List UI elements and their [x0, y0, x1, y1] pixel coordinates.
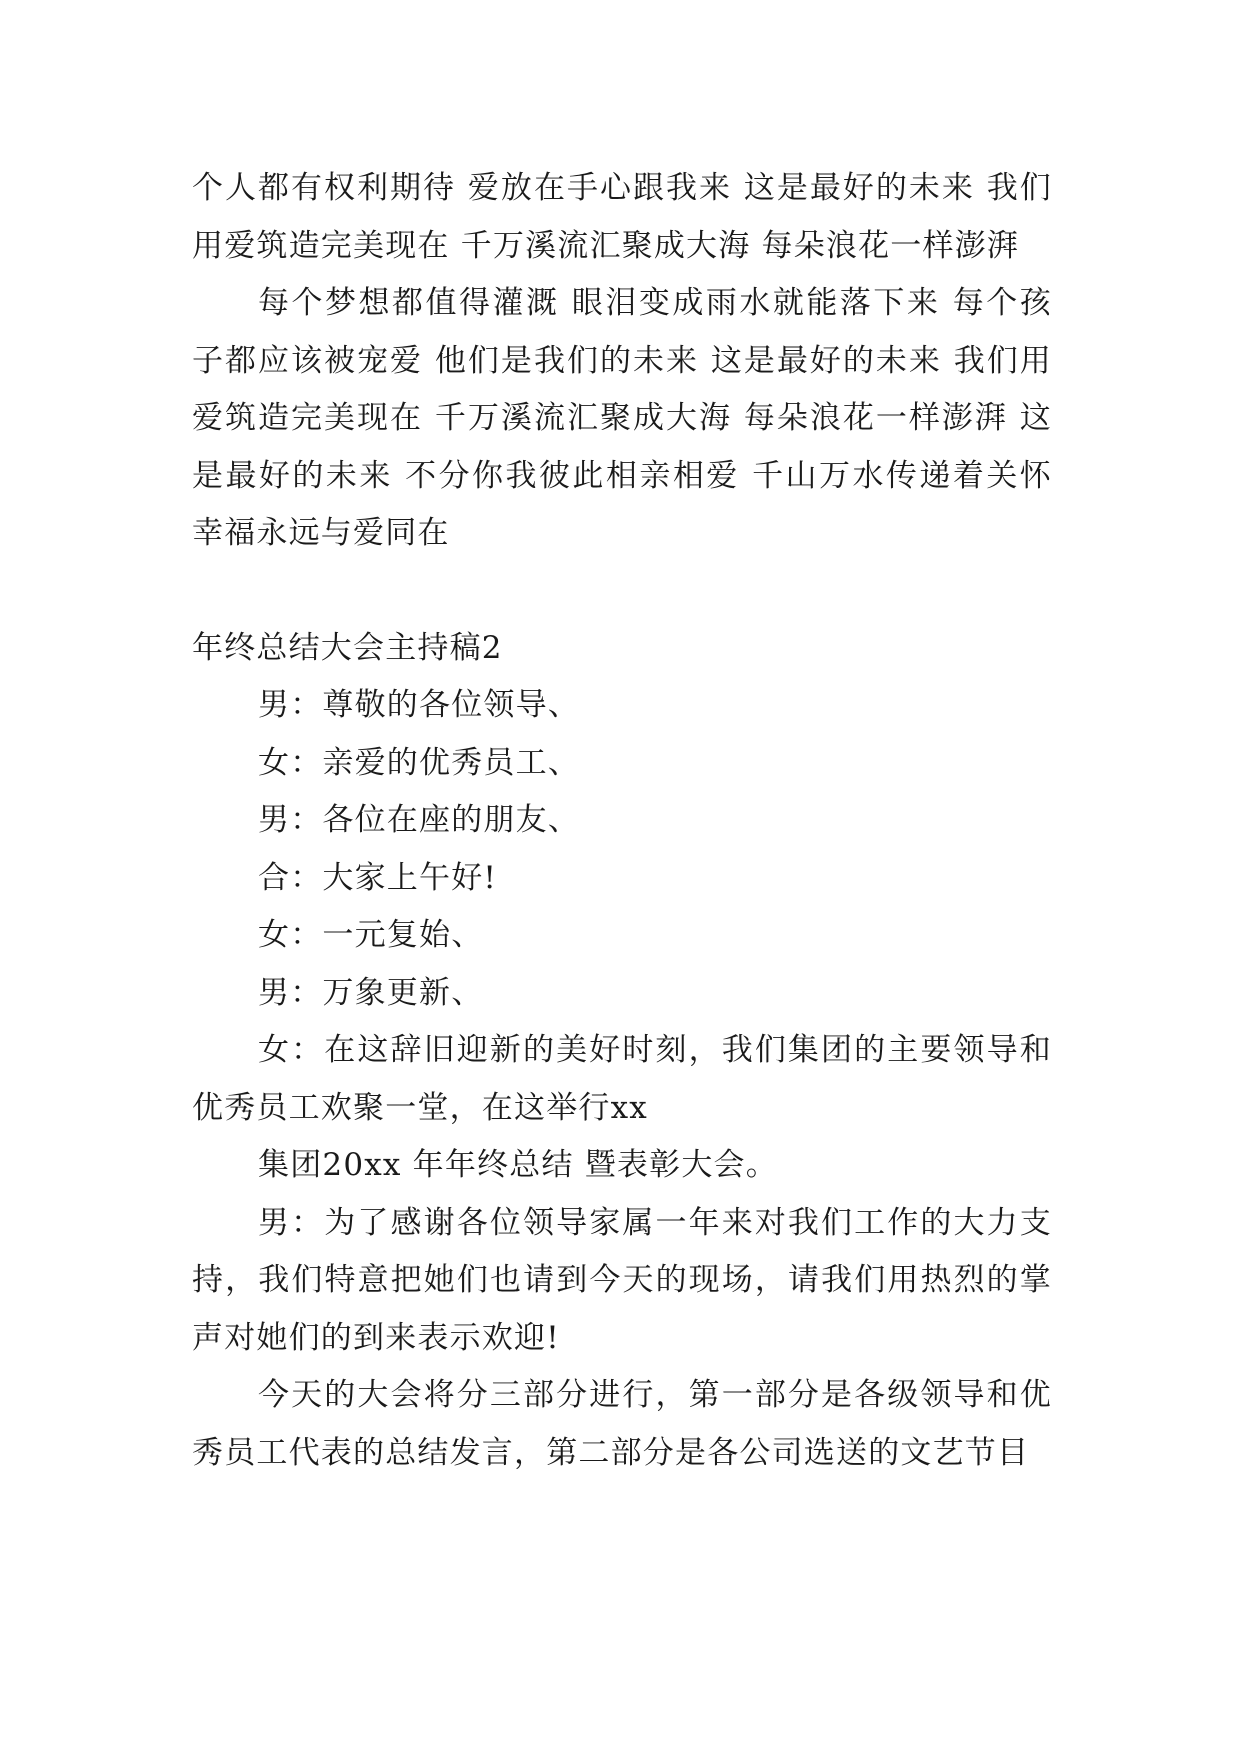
paragraph-1: 个人都有权利期待 爱放在手心跟我来 这是最好的未来 我们用爱筑造完美现在 千万溪流汇聚成大海 每朵浪花一样澎湃 — [192, 170, 1052, 264]
dialogue-line-10: 今天的大会将分三部分进行，第一部分是各级领导和优秀员工代表的总结发言，第二部分是各公司选送的文艺节目 — [192, 1377, 1052, 1471]
document-body — [192, 160, 1052, 1482]
section-gap — [192, 563, 1052, 620]
dialogue-line-7: 女：在这辞旧迎新的美好时刻，我们集团的主要领导和优秀员工欢聚一堂，在这举行xx — [192, 1032, 1052, 1126]
dialogue-line-3: 男：各位在座的朋友、 — [258, 802, 580, 838]
dialogue-line-1: 男：尊敬的各位领导、 — [258, 687, 580, 723]
dialogue-line-4: 合：大家上午好! — [258, 859, 498, 896]
dialogue-line-6: 男：万象更新、 — [258, 974, 484, 1011]
paragraph-2: 每个梦想都值得灌溉 眼泪变成雨水就能落下来 每个孩子都应该被宠爱 他们是我们的未来 这是最好的未来 我们用爱筑造完美现在 千万溪流汇聚成大海 每朵浪花一样澎湃 这是最好的未来 不分你我彼此相亲相爱 千山万水传递着关怀 幸福永远与爱同在 — [192, 285, 1052, 551]
dialogue-line-8: 集团20xx 年年终总结 暨表彰大会。 — [258, 1147, 778, 1183]
dialogue-line-9: 男：为了感谢各位领导家属一年来对我们工作的大力支持，我们特意把她们也请到今天的现场，请我们用热烈的掌声对她们的到来表示欢迎! — [192, 1204, 1052, 1356]
dialogue-line-2: 女：亲爱的优秀员工、 — [258, 744, 580, 781]
dialogue-line-5: 女：一元复始、 — [258, 917, 484, 953]
section-heading: 年终总结大会主持稿2 — [192, 629, 503, 666]
